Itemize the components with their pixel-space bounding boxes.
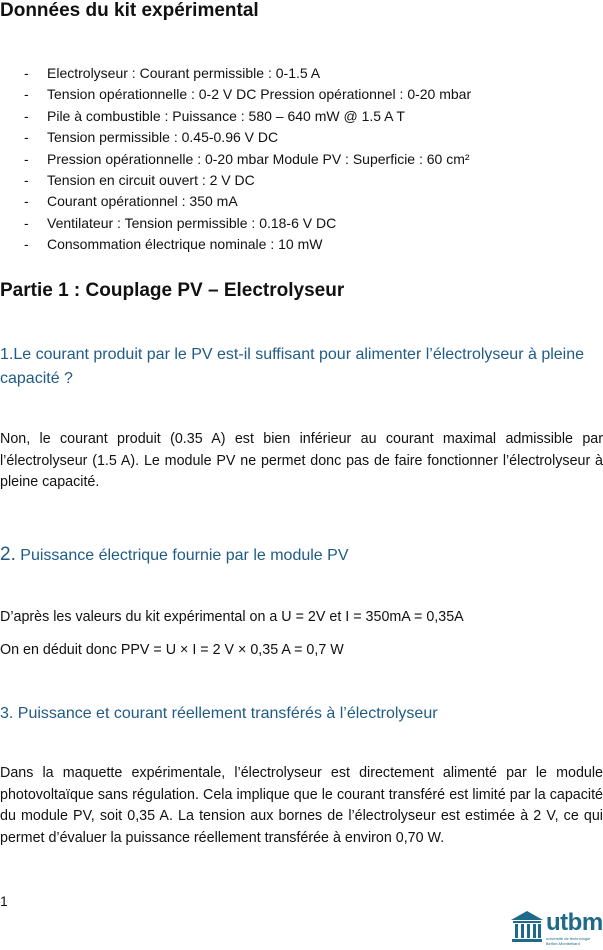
list-bullet: - [24, 236, 29, 253]
spec-list [22, 63, 597, 256]
list-item-text: Pression opérationnelle : 0-20 mbar Module PV : Superficie : 60 cm² [47, 150, 470, 167]
utbm-logo-subtitle-1: université de technologie [546, 936, 591, 941]
answer-2-line-1: D’après les valeurs du kit expérimental on a U = 2V et I = 350mA = 0,35A [0, 609, 464, 625]
list-bullet: - [24, 193, 29, 210]
answer-2-line-2: On en déduit donc PPV = U × I = 2 V × 0,35 A = 0,7 W [0, 642, 344, 658]
utbm-building-icon [510, 910, 544, 946]
list-item [22, 234, 597, 255]
question-2-text: Puissance électrique fournie par le module PV [15, 547, 349, 564]
list-item-text: Tension opérationnelle : 0-2 V DC Pression opérationnel : 0-20 mbar [47, 86, 472, 103]
list-item [22, 84, 597, 105]
list-bullet: - [24, 107, 29, 124]
utbm-logo-subtitle-2: Belfort-Montbéliard [546, 941, 580, 946]
list-item-text: Pile à combustible : Puissance : 580 – 640 mW @ 1.5 A T [47, 107, 405, 124]
utbm-logo-text: utbm [546, 909, 603, 936]
answer-1-paragraph: Non, le courant produit (0.35 A) est bien inférieur au courant maximal admissible par l’électrolyseur (1.5 A). Le module PV ne permet donc pas de faire fonctionner l’électrolyseur à pleine capacité. [0, 431, 603, 490]
page-title: Données du kit expérimental [0, 0, 259, 21]
question-1-heading: 1.Le courant produit par le PV est-il suffisant pour alimenter l’électrolyseur à pleine capacité ? [0, 346, 585, 387]
list-bullet: - [24, 65, 29, 81]
list-bullet: - [24, 150, 29, 167]
list-bullet: - [24, 86, 29, 103]
list-item-text: Courant opérationnel : 350 mA [47, 193, 238, 210]
list-bullet: - [24, 171, 29, 188]
question-3-heading: 3. Puissance et courant réellement transférés à l’électrolyseur [0, 705, 438, 722]
question-2-heading [0, 543, 600, 568]
list-item [22, 149, 597, 170]
list-item [22, 63, 597, 84]
list-item [22, 127, 597, 148]
list-item [22, 170, 597, 191]
list-item-text: Tension en circuit ouvert : 2 V DC [47, 171, 255, 188]
answer-3-paragraph: Dans la maquette expérimentale, l’électrolyseur est directement alimenté par le module photovoltaïque sans régulation. Cela implique que le courant transféré est limité par la capacité du module PV, soit 0,35 A. La tension aux bornes de l’électrolyseur est estimée à 2 V, ce qui permet d’évaluer la puissance réellement transférée à environ 0,70 W. [0, 765, 603, 846]
list-item [22, 191, 597, 212]
list-item-text: Ventilateur : Tension permissible : 0.18-6 V DC [47, 214, 337, 231]
list-item [22, 213, 597, 234]
section-title-part1: Partie 1 : Couplage PV – Electrolyseur [0, 280, 345, 301]
list-item-text: Tension permissible : 0.45-0.96 V DC [47, 129, 279, 146]
question-2-number: 2. [0, 544, 16, 565]
list-item-text: Consommation électrique nominale : 10 mW [47, 236, 323, 253]
list-bullet: - [24, 129, 29, 146]
list-bullet: - [24, 214, 29, 231]
page-number: 1 [0, 893, 8, 909]
utbm-logo [510, 909, 603, 948]
list-item-text: Electrolyseur : Courant permissible : 0-1.5 A [47, 65, 321, 81]
list-item [22, 106, 597, 127]
